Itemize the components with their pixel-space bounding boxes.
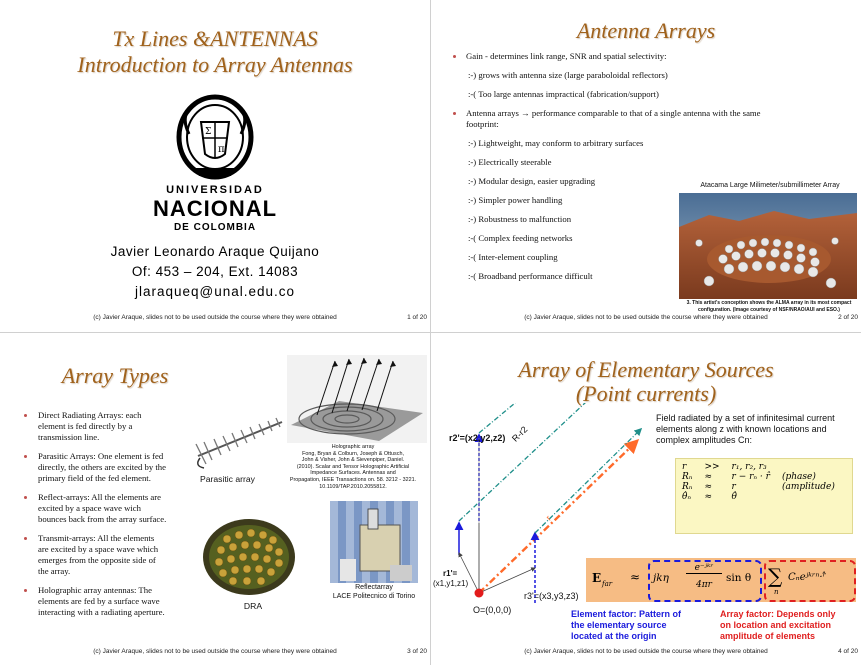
university-seal-logo bbox=[175, 94, 255, 180]
pros-cons-item: :-) Electrically steerable bbox=[468, 157, 552, 167]
slide-4 bbox=[431, 333, 861, 665]
holographic-caption bbox=[276, 444, 430, 490]
direct-radiating-line: Direct Radiating Arrays: each bbox=[38, 410, 142, 420]
transmitarray-line: are excited by a space wave which bbox=[38, 544, 159, 554]
pros-cons-item: :-) Modular design, easier upgrading bbox=[468, 176, 596, 186]
field-description-line: Field radiated by a set of infinitesimal current bbox=[656, 413, 835, 423]
approx-row bbox=[676, 472, 841, 482]
holographic-array-image bbox=[287, 355, 427, 443]
approx-op: ≈ bbox=[704, 492, 712, 502]
element-factor-box bbox=[648, 560, 762, 602]
array-factor-note bbox=[720, 609, 836, 642]
bullet-icon bbox=[453, 55, 456, 58]
element-factor-numerator: e⁻ʲᵏʳ bbox=[686, 563, 722, 574]
gain-line-1: :-) grows with antenna size (large paraboloidal reflectors) bbox=[468, 70, 668, 80]
slide-2 bbox=[431, 0, 861, 331]
slide-2-title: Antenna Arrays bbox=[576, 18, 716, 43]
approx-lhs: r bbox=[682, 462, 687, 472]
alma-array-image bbox=[679, 193, 857, 299]
approx-rhs: r bbox=[731, 482, 736, 492]
holographic-caption-line: 10.1109/TAP.2010.2055812. bbox=[319, 483, 387, 490]
parasitic-line: Parasitic Arrays: One element is fed bbox=[38, 451, 164, 461]
r1-position-label-line-2: (x1,y1,z1) bbox=[433, 579, 469, 588]
slide-1-footer: (c) Javier Araque, slides not to be used outside the course where they were obtained bbox=[93, 314, 337, 321]
gain-line-2: :-( Too large antennas impractical (fabrication/support) bbox=[468, 89, 659, 99]
reflectarray-image bbox=[330, 501, 418, 583]
parasitic-array-caption: Parasitic array bbox=[200, 474, 255, 484]
reflectarray-line: excited by a space wave wich bbox=[38, 503, 141, 513]
transmitarray-line: Transmit-arrays: All the elements bbox=[38, 533, 155, 543]
pros-cons-item: :-( Inter-element coupling bbox=[468, 252, 558, 262]
element-factor-note bbox=[571, 609, 681, 642]
far-field-equation bbox=[586, 558, 856, 602]
bullet-icon bbox=[24, 455, 27, 458]
slide-3 bbox=[0, 333, 430, 665]
array-factor-term: Cₙeʲᵏʳⁿ·ʳ̂ bbox=[788, 572, 827, 583]
pros-cons-item: :-) Lightweight, may conform to arbitrary surfaces bbox=[468, 138, 644, 148]
alma-image-title: Atacama Large Milimeter/submillimeter Array bbox=[700, 182, 840, 189]
author-email[interactable]: jlaraqueq@unal.edu.co bbox=[134, 284, 296, 299]
university-name-line-1: UNIVERSIDAD bbox=[166, 184, 264, 196]
element-factor-note-line: located at the origin bbox=[571, 631, 657, 641]
element-factor-note-line: the elementary source bbox=[571, 620, 667, 630]
approx-symbol: ≈ bbox=[630, 570, 641, 584]
approx-note bbox=[776, 462, 841, 472]
holographic-line: Holographic array antennas: The bbox=[38, 585, 152, 595]
bullet-icon bbox=[24, 496, 27, 499]
university-name-line-2: NACIONAL bbox=[152, 196, 278, 221]
bullet-icon bbox=[24, 589, 27, 592]
alma-image-caption-line-2: configuration. (Image courtesy of NSF/NRAO/AUI and ESO.) bbox=[698, 307, 840, 313]
array-factor-note-line: Array factor: Depends only bbox=[720, 609, 836, 619]
reflectarray-line: Reflect-arrays: All the elements are bbox=[38, 492, 162, 502]
arrays-bullet-line-2: footprint: bbox=[466, 119, 499, 129]
approx-op: ≈ bbox=[704, 472, 712, 482]
dra-caption: DRA bbox=[243, 601, 263, 611]
efar-symbol: E bbox=[592, 571, 602, 585]
field-description bbox=[656, 413, 835, 446]
approx-lhs: Rₙ bbox=[682, 482, 693, 492]
r3-position-label: r3'=(x3,y3,z3) bbox=[524, 591, 579, 601]
sum-index: n bbox=[774, 588, 779, 596]
approx-rhs: r₁, r₂, r₃ bbox=[731, 462, 767, 472]
slide-3-title: Array Types bbox=[61, 363, 169, 388]
holographic-caption-line: Impedance Surfaces. Antennas and bbox=[310, 470, 396, 477]
direct-radiating-line: element is fed directly by a bbox=[38, 421, 133, 431]
slide-4-title-line-1: Array of Elementary Sources bbox=[518, 357, 774, 382]
svg-text:π: π bbox=[218, 144, 225, 155]
direct-radiating-line: transmission line. bbox=[38, 432, 100, 442]
field-description-line: complex amplitudes Cn: bbox=[656, 435, 753, 445]
element-factor-prefix: jkη bbox=[653, 572, 669, 584]
origin-label: O=(0,0,0) bbox=[473, 605, 512, 615]
slide-4-footer: (c) Javier Araque, slides not to be used outside the course where they were obtained bbox=[524, 648, 768, 655]
alma-image-caption-line-1: 3. This artist's conception shows the ALMA array in its most compact bbox=[686, 300, 852, 306]
element-factor-note-line: Element factor: Pattern of bbox=[571, 609, 682, 619]
r2-position-label: r2'=(x2,y2,z2) bbox=[449, 433, 506, 443]
r-minus-r2-label: R-r2 bbox=[510, 424, 530, 444]
slide-2-footer: (c) Javier Araque, slides not to be used outside the course where they were obtained bbox=[524, 314, 768, 321]
approx-rhs: θ̂ bbox=[731, 492, 737, 502]
slide-1-title-line-2: Introduction to Array Antennas bbox=[77, 52, 353, 77]
bullet-icon bbox=[24, 537, 27, 540]
far-field-approximations bbox=[675, 458, 853, 534]
slide-divider-horizontal bbox=[0, 332, 861, 333]
approx-note bbox=[776, 492, 841, 502]
approx-lhs: θ̂ₙ bbox=[682, 492, 692, 502]
approx-row bbox=[676, 492, 841, 502]
slide-2-page-number: 2 of 20 bbox=[838, 314, 858, 321]
dra-image bbox=[201, 517, 297, 597]
parasitic-line: directly, the others are excited by the bbox=[38, 462, 167, 472]
array-factor-note-line: on location and excitation bbox=[720, 620, 832, 630]
slide-1 bbox=[0, 0, 430, 331]
pros-cons-item: :-( Complex feeding networks bbox=[468, 233, 573, 243]
r-vector-label: r bbox=[543, 513, 554, 523]
holographic-caption-line: Propagation, IEEE Transactions on. 58. 3212 - 3221. bbox=[289, 476, 417, 483]
approx-op: >> bbox=[704, 462, 720, 472]
approx-lhs: Rₙ bbox=[682, 472, 693, 482]
pros-cons-item: :-) Simpler power handling bbox=[468, 195, 563, 205]
transmitarray-line: emerges from the opposite side of bbox=[38, 555, 156, 565]
holographic-line: elements are fed by a surface wave bbox=[38, 596, 160, 606]
approx-rhs: r − rₙ · r̂ bbox=[731, 472, 770, 482]
reflectarray-caption-line-1: Reflectarray bbox=[355, 584, 393, 591]
author-name: Javier Leonardo Araque Quijano bbox=[110, 244, 320, 259]
holographic-caption-line: Fong, Bryan & Colburn, Joseph & Ottusch, bbox=[302, 450, 404, 457]
holographic-caption-line: (2010). Scalar and Tensor Holographic Artificial bbox=[296, 463, 410, 470]
slide-3-page-number: 3 of 20 bbox=[407, 648, 427, 655]
array-factor-box bbox=[764, 560, 856, 602]
parasitic-array-image bbox=[190, 408, 286, 470]
slide-1-page-number: 1 of 20 bbox=[407, 314, 427, 321]
parasitic-line: primary field of the fed element. bbox=[38, 473, 151, 483]
approx-note: (amplitude) bbox=[781, 482, 835, 492]
approx-row bbox=[676, 482, 841, 492]
approx-op: ≈ bbox=[704, 482, 712, 492]
holographic-line: interacting with a radiating aperture. bbox=[38, 607, 165, 617]
slide-4-page-number: 4 of 20 bbox=[838, 648, 858, 655]
bullet-icon bbox=[453, 112, 456, 115]
efar-subscript: far bbox=[602, 580, 613, 588]
element-factor-sin: sin θ bbox=[726, 572, 752, 584]
slide-3-footer: (c) Javier Araque, slides not to be used outside the course where they were obtained bbox=[93, 648, 337, 655]
slide-4-title-line-2: (Point currents) bbox=[575, 381, 717, 406]
transmitarray-line: the array. bbox=[38, 566, 71, 576]
approx-note: (phase) bbox=[781, 472, 816, 482]
arrays-bullet-line-1: Antenna arrays → performance comparable to that of a single antenna with the same bbox=[466, 108, 761, 118]
pros-cons-item: :-) Robustness to malfunction bbox=[468, 214, 572, 224]
university-name-line-3: DE COLOMBIA bbox=[173, 222, 257, 233]
slide-1-title-line-1: Tx Lines &ANTENNAS bbox=[112, 26, 318, 51]
reflectarray-caption-line-2: LACE Politecnico di Torino bbox=[332, 593, 416, 600]
array-factor-note-line: amplitude of elements bbox=[720, 631, 816, 641]
bullet-icon bbox=[24, 414, 27, 417]
office-info: Of: 453 – 204, Ext. 14083 bbox=[131, 264, 299, 279]
element-factor-denominator: 4πr bbox=[696, 580, 712, 590]
gain-bullet: Gain - determines link range, SNR and spatial selectivity: bbox=[466, 51, 667, 61]
reflectarray-line: bounces back from the array surface. bbox=[38, 514, 167, 524]
holographic-caption-line: Holographic array bbox=[331, 444, 375, 450]
approx-row bbox=[676, 462, 841, 472]
pros-cons-item: :-( Broadband performance difficult bbox=[468, 271, 593, 281]
svg-text:Σ: Σ bbox=[205, 127, 212, 137]
field-description-line: elements along z with known locations and bbox=[656, 424, 827, 434]
sum-symbol: ∑ bbox=[768, 564, 783, 588]
holographic-caption-line: John & Visher, John & Sievenpiper, Daniel. bbox=[301, 457, 405, 464]
r1-position-label-line-1: r1'= bbox=[443, 569, 458, 578]
